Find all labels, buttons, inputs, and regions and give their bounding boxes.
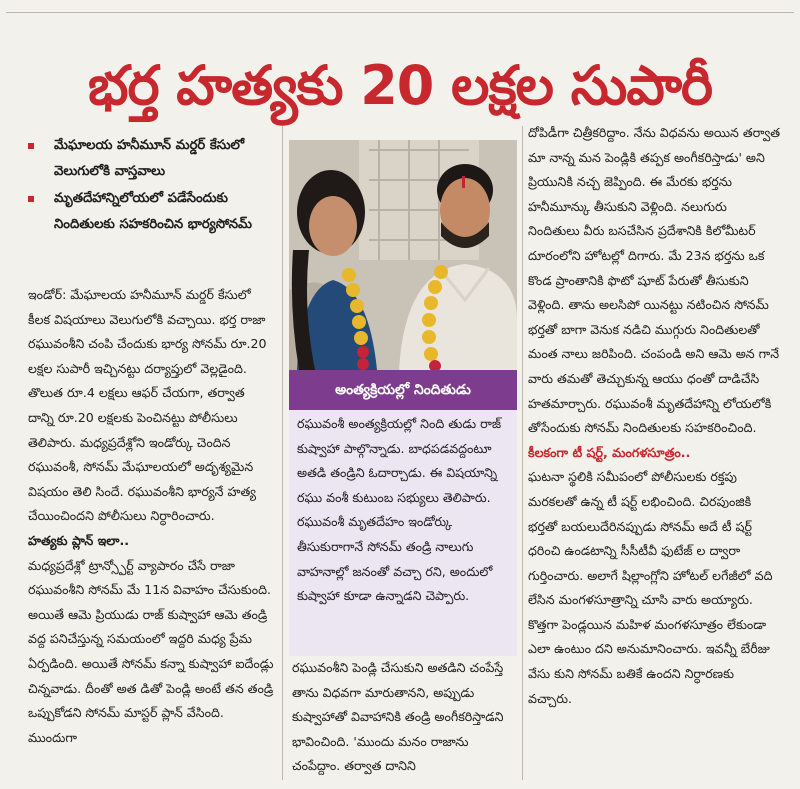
bullet-2 [28,186,274,238]
column-divider-right [522,126,523,780]
sidebar-box [289,410,517,656]
column-2-bottom [292,656,518,779]
top-rule [6,12,794,16]
sidebar-text: రఘువంశీ అంత్యక్రియల్లో నింది తుడు రాజ్ కుష్వాహా పాల్గొన్నాడు. బాధపడవద్దంటూ అతడి తండ్రిని ఓదార్చాడు. ఈ విషయాన్ని రఘు వంశీ కుటుంబ సభ్యులు తెలిపారు. రఘువంశీ మృతదేహం ఇండోర్కు తీసుకురాగానే సోనమ్ తండ్రి నాలుగు వాహనాల్లో జనంతో వచ్చా రని, అందులో కుష్వాహా కూడా ఉన్నాడని చెప్పారు. [297,416,502,604]
column-1-para-2: మధ్యప్రదేశ్లో ట్రాన్స్పోర్ట్ వ్యాపారం చేసే రాజా రఘువంశీని సోనమ్ మే 11న వివాహం చేసుకుంది. అయితే ఆమె ప్రియుడు రాజ్ కుష్వాహా ఆమె తండ్రి వద్ద పనిచేస్తున్న సమయంలో ఇద్దరి మధ్య ప్రేమ ఏర్పడింది. అయితే సోనమ్ కన్నా కుష్వాహా ఐదేండ్లు చిన్నవాడు. దీంతో అత డితో పెండ్లి అంటే తన తండ్రి ఒప్పుకోడని సోనమ్ మాస్టర్ ప్లాన్ వేసింది. ముందుగా [28,557,274,745]
bullet-square-icon [28,196,34,202]
column-1-para-1: ఇండోర్: మేఘాలయ హనీమూన్ మర్డర్ కేసులో కీలక విషయాలు వెలుగులోకి వచ్చాయి. భర్త రాజా రఘువంశీని చంపి చేందుకు భార్య సోనమ్ రూ.20 లక్షల సుపారీ ఇచ్చినట్టు దర్యాప్తులో వెల్లడైంది. తొలుత రూ.4 లక్షలు ఆఫర్ చేయగా, తర్వాత దాన్ని రూ.20 లక్షలకు పెంచినట్టు పోలీసులు తెలిపారు. మధ్యప్రదేశ్లోని ఇండోర్కు చెందిన రఘువంశీ, సోనమ్ మేఘాలయలో అదృశ్యమైన విషయం తెలి సిందే. రఘువంశీని భార్యనే హత్య చేయించిందని పోలీసులు నిర్ధారించారు. [28,287,267,524]
column-3 [528,121,781,711]
sidebar-text-column [297,412,511,609]
subhead-key-evidence: కీలకంగా టీ షర్ట్, మంగళసూత్రం.. [528,444,691,460]
sidebar-banner: అంత్యక్రియల్లో నిందితుడు [289,370,517,410]
couple-photo-image [289,140,517,370]
bullet-2-text: మృతదేహాన్నిలోయలో పడేసేందుకు నిందితులకు సహకరించిన భార్యసోనమ్ [54,191,252,232]
column-divider-left [282,126,283,780]
column-2-bottom-text: రఘువంశీని పెండ్లి చేసుకుని అతడిని చంపేస్తే తాను విధవగా మారుతానని, అప్పుడు కుష్వాహాతో వివాహానికి తండ్రి అంగీకరిస్తాడని భావించింది. 'ముందు మనం రాజాను చంపేద్దాం. తర్వాత దానిని [292,660,504,774]
couple-photo [289,140,517,370]
headline: భర్త హత్యకు 20 లక్షల సుపారీ [87,54,713,117]
bullet-1 [28,133,274,185]
bullet-square-icon [28,143,34,149]
subhead-plan: హత్యకు ప్లాన్ ఇలా.. [28,532,130,548]
column-1 [28,283,274,750]
column-3-para-2: ఘటనా స్థలికి సమీపంలో పోలీసులకు రక్తపు మరకలతో ఉన్న టీ షర్ట్ లభించింది. చిరపుంజికి భర్తతో బయలుదేరినప్పుడు సోనమ్ అదే టీ షర్ట్ ధరించి ఉండటాన్ని సీసీటీవీ ఫుటేజ్ ల ద్వారా గుర్తించారు. అలాగే షిల్లాంగ్లోని హోటల్ లగేజీలో వది లేసిన మంగళసూత్రాన్ని చూసి వారు అయ్యారు. కొత్తగా పెండ్లయిన మహిళ మంగళసూత్రం లేకుండా ఎలా ఉంటుం దని అనుమానించారు. ఇవన్నీ బేరీజు వేసు కుని సోనమ్ బతికే ఉందని నిర్ధారణకు వచ్చారు. [528,469,773,706]
column-3-para-1: దోపిడీగా చిత్రీకరిద్దాం. నేను విధవను అయిన తర్వాత మా నాన్న మన పెండ్లికి తప్పక అంగీకరిస్తాడు' అని ప్రియునికి నచ్చ జెప్పింది. ఈ మేరకు భర్తను హనీమూన్కు తీసుకుని వెళ్లింది. నలుగురు నిందితులు వీరు బసచేసిన ప్రదేశానికి కిలోమీటర్ దూరంలోని హోటల్లో దిగారు. మే 23న భర్తను ఒక కొండ ప్రాంతానికి ఫొటో షూట్ పేరుతో తీసుకుని వెళ్లింది. తాను అలసిపో యినట్టు నటించిన సోనమ్ భర్తతో బాగా వెనుక నడిచి ముగ్గురు నిందితులతో మంత నాలు జరిపింది. చంపండి అని ఆమె అన గానే వారు తమతో తెచ్చుకున్న ఆయు ధంతో దాడిచేసి హతమార్చారు. రఘువంశీ మృతదేహాన్ని లోయలోకి తోసేందుకు సోనమ్ నిందితులకు సహకరించింది. [528,125,781,436]
bullet-1-text: మేఘాలయ హనీమూన్ మర్డర్ కేసులో వెలుగులోకి వాస్తవాలు [54,138,245,179]
